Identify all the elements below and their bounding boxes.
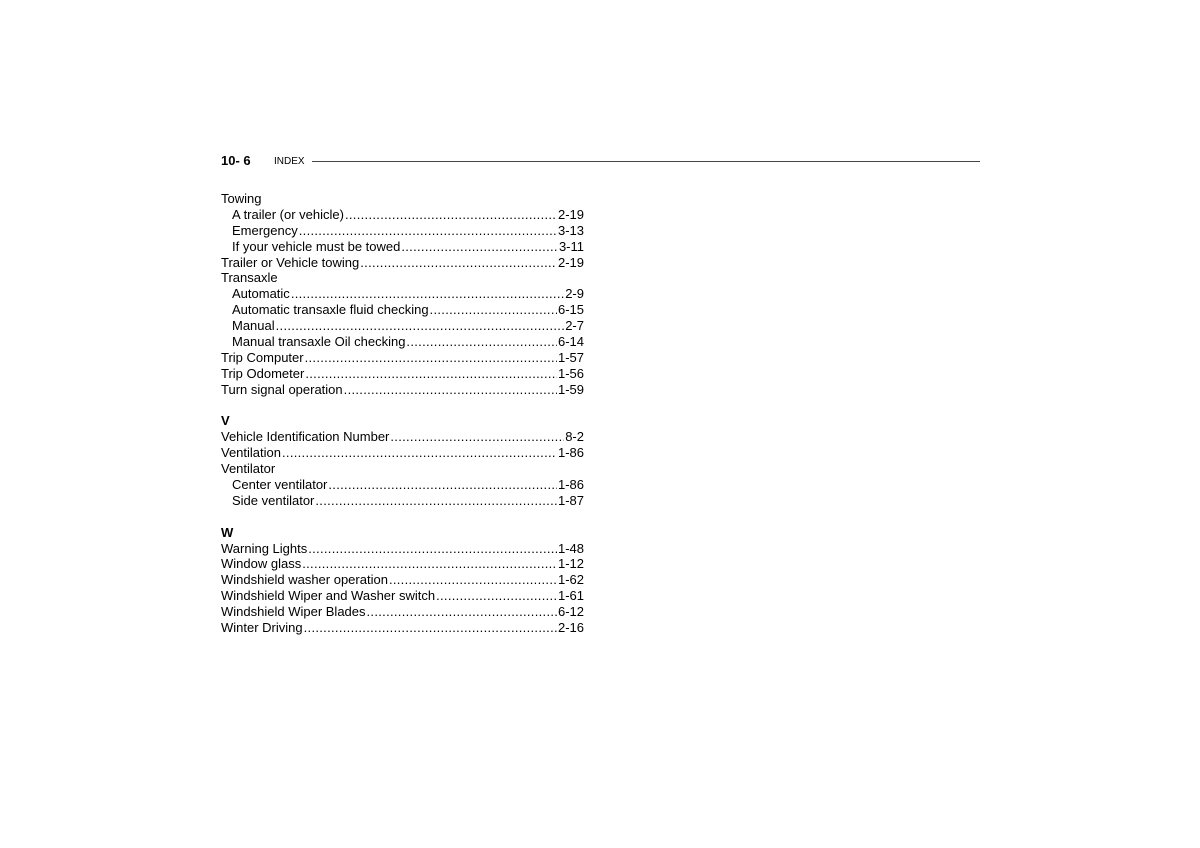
index-entry-page: 1-86 [557, 477, 584, 493]
dot-leader [304, 620, 557, 636]
index-entry [221, 382, 584, 398]
index-group-t [221, 191, 584, 398]
index-heading [221, 191, 584, 207]
index-group-v [221, 429, 584, 508]
index-entry-page: 1-56 [557, 365, 584, 381]
index-entry [221, 572, 584, 588]
index-entry [221, 207, 584, 223]
index-entry-label: Automatic transaxle fluid checking [232, 302, 429, 318]
dot-leader [308, 541, 557, 557]
index-entry-label: Turn signal operation [221, 381, 343, 397]
index-entry-label: If your vehicle must be towed [232, 238, 401, 254]
index-group-w [221, 541, 584, 636]
dot-leader [328, 477, 557, 493]
index-entry-label: Transaxle [221, 270, 278, 286]
index-entry [221, 445, 584, 461]
index-entry-page: 2-19 [557, 206, 584, 222]
dot-leader [291, 286, 564, 302]
index-entry-label: Warning Lights [221, 540, 308, 556]
index-entry [221, 604, 584, 620]
index-entry-page: 1-61 [557, 588, 584, 604]
dot-leader [430, 302, 557, 318]
index-entry-label: Winter Driving [221, 620, 303, 636]
index-entry-page: 1-48 [557, 540, 584, 556]
index-entry-page: 1-62 [557, 572, 584, 588]
index-entry-page: 2-19 [557, 254, 584, 270]
index-entry [221, 366, 584, 382]
index-entry [221, 350, 584, 366]
index-entry-label: Trailer or Vehicle towing [221, 254, 360, 270]
page-header [221, 153, 980, 169]
index-entry [221, 286, 584, 302]
index-entry-page: 1-59 [557, 381, 584, 397]
index-heading [221, 270, 584, 286]
index-entry-page: 3-13 [557, 222, 584, 238]
dot-leader [276, 318, 565, 334]
section-title: INDEX [274, 156, 305, 167]
dot-leader [299, 223, 557, 239]
index-entry-label: Side ventilator [232, 492, 315, 508]
index-heading [221, 461, 584, 477]
dot-leader [406, 334, 557, 350]
header-rule [312, 161, 980, 162]
index-entry-label: Manual [232, 318, 275, 334]
index-entry-page: 1-12 [557, 556, 584, 572]
index-entry-page: 6-15 [557, 302, 584, 318]
index-entry-label: Manual transaxle Oil checking [232, 334, 406, 350]
index-entry-label: Windshield Wiper and Washer switch [221, 588, 436, 604]
index-entry-label: Trip Computer [221, 349, 304, 365]
index-entry-page: 1-86 [557, 445, 584, 461]
index-entry-label: Automatic [232, 286, 290, 302]
index-entry [221, 239, 584, 255]
index-entry [221, 334, 584, 350]
dot-leader [344, 382, 557, 398]
index-entry-page: 2-16 [557, 620, 584, 636]
index-column [221, 191, 584, 636]
index-entry-label: Vehicle Identification Number [221, 429, 390, 445]
index-letter-w: W [221, 524, 234, 540]
dot-leader [345, 207, 557, 223]
index-entry [221, 477, 584, 493]
index-entry [221, 429, 584, 445]
index-entry-page: 6-14 [557, 334, 584, 350]
index-entry-label: Window glass [221, 556, 302, 572]
dot-leader [315, 493, 557, 509]
index-entry-page: 2-7 [565, 318, 584, 334]
index-entry [221, 588, 584, 604]
index-entry [221, 541, 584, 557]
index-entry-page: 1-57 [557, 349, 584, 365]
dot-leader [305, 366, 557, 382]
index-entry [221, 556, 584, 572]
index-entry-label: A trailer (or vehicle) [232, 206, 344, 222]
index-entry-label: Trip Odometer [221, 365, 305, 381]
index-entry [221, 255, 584, 271]
dot-leader [367, 604, 557, 620]
index-entry-page: 8-2 [565, 429, 584, 445]
dot-leader [389, 572, 557, 588]
index-entry-page: 1-87 [557, 492, 584, 508]
dot-leader [360, 255, 557, 271]
index-entry-label: Windshield Wiper Blades [221, 604, 366, 620]
dot-leader [390, 429, 564, 445]
index-entry-page: 2-9 [565, 286, 584, 302]
index-entry-label: Emergency [232, 222, 298, 238]
index-letter-v: V [221, 413, 230, 429]
index-entry [221, 302, 584, 318]
index-entry-label: Center ventilator [232, 477, 328, 493]
index-entry-label: Towing [221, 191, 262, 206]
dot-leader [305, 350, 557, 366]
dot-leader [282, 445, 557, 461]
index-entry-label: Windshield washer operation [221, 572, 388, 588]
index-entry [221, 493, 584, 509]
page-number: 10- 6 [221, 153, 251, 168]
index-entry [221, 318, 584, 334]
dot-leader [436, 588, 557, 604]
dot-leader [302, 556, 557, 572]
index-entry [221, 223, 584, 239]
index-entry-label: Ventilation [221, 445, 281, 461]
index-entry [221, 620, 584, 636]
dot-leader [401, 239, 558, 255]
index-entry-page: 6-12 [557, 604, 584, 620]
index-entry-label: Ventilator [221, 461, 276, 477]
index-entry-page: 3-11 [558, 238, 584, 254]
